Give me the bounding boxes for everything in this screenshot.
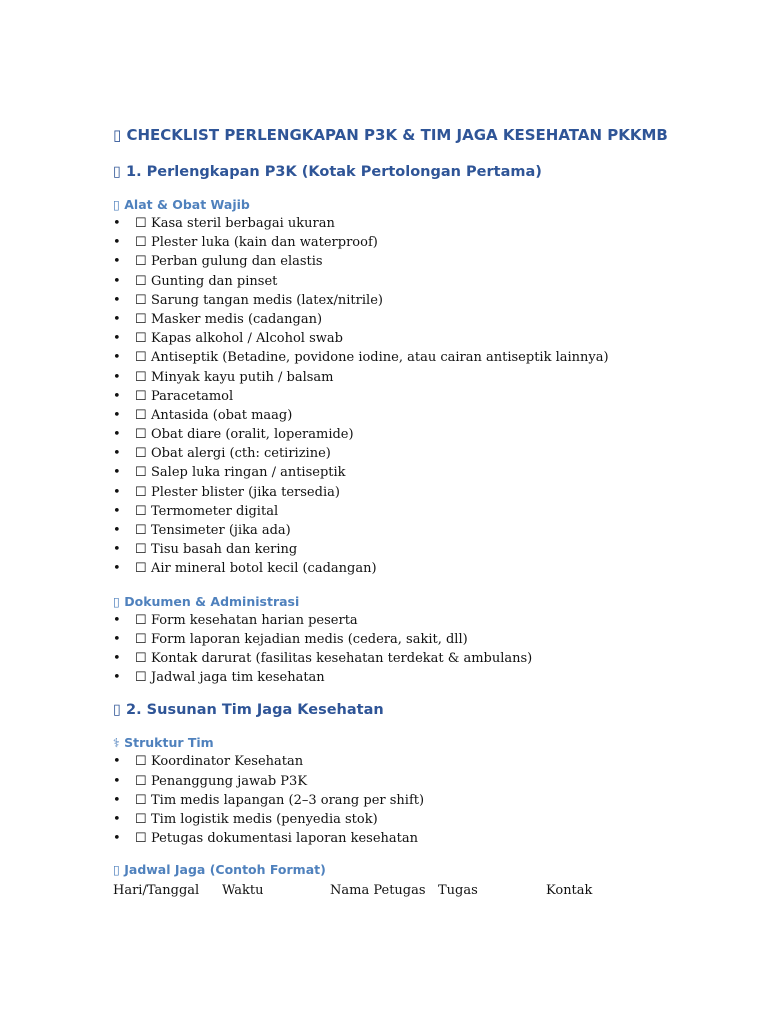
checkbox-icon: ☐ [135, 503, 147, 519]
checklist-item-label: Salep luka ringan / antiseptik [151, 465, 346, 481]
checklist-item-label: Perban gulung dan elastis [151, 254, 323, 270]
checklist-item [113, 540, 733, 559]
checklist-item [113, 387, 733, 406]
checklist-item [113, 502, 733, 521]
bullet-icon: • [113, 484, 121, 500]
checklist-item-label: Air mineral botol kecil (cadangan) [151, 561, 377, 577]
bullet-icon: • [113, 235, 121, 251]
subsection-struktur-heading: ⚕ Struktur Tim [113, 735, 214, 751]
checklist-item [113, 791, 733, 810]
checkbox-icon: ☐ [135, 831, 147, 847]
checkbox-icon: ☐ [135, 407, 147, 423]
checklist-item [113, 310, 733, 329]
checkbox-icon: ☐ [135, 631, 147, 647]
checkbox-icon: ☐ [135, 792, 147, 808]
checkbox-icon: ☐ [135, 427, 147, 443]
bullet-icon: • [113, 831, 121, 847]
checklist-item-label: Kasa steril berbagai ukuran [151, 216, 335, 231]
checklist-item-label: Antiseptik (Betadine, povidone iodine, atau cairan antiseptik lainnya) [151, 350, 609, 366]
checklist-item [113, 611, 733, 630]
checkbox-icon: ☐ [135, 612, 147, 628]
checklist-item-label: Masker medis (cadangan) [151, 311, 323, 327]
dokumen-checklist [113, 611, 733, 688]
bullet-icon: • [113, 311, 121, 327]
checklist-item-label: Penanggung jawab P3K [151, 773, 308, 789]
checklist-item [113, 829, 733, 848]
bullet-icon: • [113, 631, 121, 647]
bullet-icon: • [113, 754, 121, 770]
checklist-item-label: Tim logistik medis (penyedia stok) [151, 811, 378, 827]
checklist-item [113, 668, 733, 687]
checkbox-icon: ☐ [135, 216, 147, 231]
checklist-item-label: Tisu basah dan kering [151, 542, 298, 558]
checkbox-icon: ☐ [135, 331, 147, 347]
bullet-icon: • [113, 331, 121, 347]
bullet-icon: • [113, 216, 121, 231]
checkbox-icon: ☐ [135, 292, 147, 308]
checklist-item-label: Tim medis lapangan (2–3 orang per shift) [151, 792, 425, 808]
schedule-col-nama: Nama Petugas [330, 883, 426, 899]
checkbox-icon: ☐ [135, 350, 147, 366]
checkbox-icon: ☐ [135, 561, 147, 577]
bullet-icon: • [113, 773, 121, 789]
checklist-item [113, 329, 733, 348]
checklist-item-label: Kontak darurat (fasilitas kesehatan terdekat & ambulans) [151, 650, 533, 666]
bullet-icon: • [113, 254, 121, 270]
checkbox-icon: ☐ [135, 773, 147, 789]
subsection-jadwal-heading: ▯ Jadwal Jaga (Contoh Format) [113, 862, 326, 878]
checklist-item [113, 772, 733, 791]
checklist-item-label: Gunting dan pinset [151, 273, 278, 289]
checklist-item-label: Obat diare (oralit, loperamide) [151, 427, 354, 443]
bullet-icon: • [113, 388, 121, 404]
bullet-icon: • [113, 369, 121, 385]
checkbox-icon: ☐ [135, 311, 147, 327]
section-1-heading: ▯ 1. Perlengkapan P3K (Kotak Pertolongan Pertama) [113, 164, 542, 180]
checklist-item-label: Paracetamol [151, 388, 234, 404]
bullet-icon: • [113, 670, 121, 686]
checkbox-icon: ☐ [135, 235, 147, 251]
schedule-col-hari: Hari/Tanggal [113, 883, 200, 899]
schedule-col-waktu: Waktu [222, 883, 264, 899]
bullet-icon: • [113, 792, 121, 808]
bullet-icon: • [113, 561, 121, 577]
checklist-item [113, 559, 733, 578]
checklist-item-label: Minyak kayu putih / balsam [151, 369, 334, 385]
checklist-item [113, 630, 733, 649]
checkbox-icon: ☐ [135, 465, 147, 481]
bullet-icon: • [113, 407, 121, 423]
bullet-icon: • [113, 542, 121, 558]
checklist-item [113, 233, 733, 252]
bullet-icon: • [113, 612, 121, 628]
checklist-item [113, 291, 733, 310]
checkbox-icon: ☐ [135, 650, 147, 666]
bullet-icon: • [113, 273, 121, 289]
bullet-icon: • [113, 465, 121, 481]
bullet-icon: • [113, 446, 121, 462]
checkbox-icon: ☐ [135, 369, 147, 385]
checklist-item-label: Termometer digital [151, 503, 279, 519]
checklist-item-label: Kapas alkohol / Alcohol swab [151, 331, 343, 347]
checklist-item-label: Plester blister (jika tersedia) [151, 484, 340, 500]
checkbox-icon: ☐ [135, 670, 147, 686]
checklist-item [113, 252, 733, 271]
section-2-heading: ▯ 2. Susunan Tim Jaga Kesehatan [113, 702, 384, 719]
bullet-icon: • [113, 350, 121, 366]
checklist-item [113, 406, 733, 425]
struktur-tim-checklist [113, 752, 733, 848]
checkbox-icon: ☐ [135, 484, 147, 500]
alat-obat-checklist [113, 214, 733, 579]
checklist-item [113, 483, 733, 502]
checklist-item [113, 444, 733, 463]
checklist-item [113, 752, 733, 771]
checklist-item [113, 810, 733, 829]
checklist-item-label: Sarung tangan medis (latex/nitrile) [151, 292, 383, 308]
checklist-item [113, 425, 733, 444]
subsection-alat-obat-heading: ▯ Alat & Obat Wajib [113, 197, 250, 212]
checklist-item-label: Antasida (obat maag) [151, 407, 293, 423]
checklist-item-label: Plester luka (kain dan waterproof) [151, 235, 378, 251]
checklist-item-label: Form laporan kejadian medis (cedera, sakit, dll) [151, 631, 468, 647]
checklist-item-label: Koordinator Kesehatan [151, 754, 304, 770]
schedule-header-row [113, 881, 733, 901]
checkbox-icon: ☐ [135, 388, 147, 404]
checklist-item [113, 649, 733, 668]
checklist-item [113, 214, 733, 233]
subsection-dokumen-heading: ▯ Dokumen & Administrasi [113, 593, 300, 609]
document-title: ▯ CHECKLIST PERLENGKAPAN P3K & TIM JAGA KESEHATAN PKKMB [113, 126, 668, 144]
checklist-item [113, 368, 733, 387]
checklist-item-label: Jadwal jaga tim kesehatan [151, 670, 325, 686]
checklist-item [113, 272, 733, 291]
bullet-icon: • [113, 427, 121, 443]
checklist-item-label: Obat alergi (cth: cetirizine) [151, 446, 331, 462]
checkbox-icon: ☐ [135, 273, 147, 289]
checklist-item [113, 463, 733, 482]
checkbox-icon: ☐ [135, 811, 147, 827]
bullet-icon: • [113, 811, 121, 827]
checkbox-icon: ☐ [135, 754, 147, 770]
checklist-item [113, 348, 733, 367]
checkbox-icon: ☐ [135, 254, 147, 270]
document-content [113, 124, 733, 901]
checkbox-icon: ☐ [135, 446, 147, 462]
schedule-col-tugas: Tugas [438, 883, 478, 899]
checklist-item-label: Petugas dokumentasi laporan kesehatan [151, 831, 418, 847]
bullet-icon: • [113, 292, 121, 308]
bullet-icon: • [113, 503, 121, 519]
schedule-col-kontak: Kontak [546, 883, 593, 899]
bullet-icon: • [113, 523, 121, 538]
checkbox-icon: ☐ [135, 523, 147, 538]
checklist-item-label: Tensimeter (jika ada) [151, 523, 291, 538]
checkbox-icon: ☐ [135, 542, 147, 558]
bullet-icon: • [113, 650, 121, 666]
checklist-item-label: Form kesehatan harian peserta [151, 612, 358, 628]
checklist-item [113, 521, 733, 540]
